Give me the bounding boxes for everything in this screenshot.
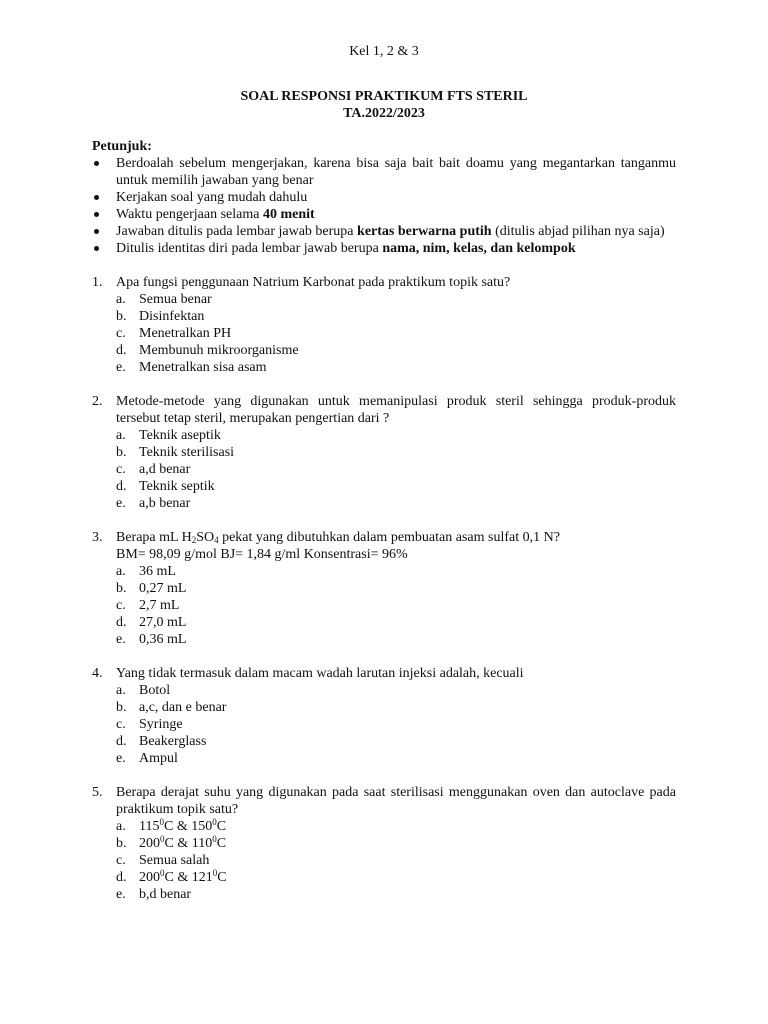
question-stem (92, 784, 676, 818)
option-text: 200 (139, 836, 160, 851)
option-text: b,d benar (139, 887, 192, 902)
option-b (116, 580, 676, 597)
option-d (116, 869, 676, 886)
option-d (116, 342, 676, 359)
option-d (116, 478, 676, 495)
option-text: 0,27 mL (139, 581, 187, 596)
degree-superscript: 0 (159, 817, 164, 827)
option-letter: d. (116, 870, 127, 885)
option-text: 36 mL (139, 564, 176, 579)
option-text: Beakerglass (139, 734, 207, 749)
option-e (116, 495, 676, 512)
instruction-text: Berdoalah sebelum mengerjakan, karena bisa saja bait bait doamu yang megantarkan tanganmu untuk memilih jawaban yang benar (116, 156, 676, 188)
option-letter: a. (116, 292, 126, 307)
instruction-item (92, 223, 676, 240)
option-text: C & 121 (164, 870, 213, 885)
option-letter: c. (116, 598, 126, 613)
question-1 (92, 274, 676, 376)
question-4 (92, 665, 676, 767)
option-b (116, 444, 676, 461)
instruction-text: Waktu pengerjaan selama (116, 207, 263, 222)
option-text: C (216, 836, 227, 851)
option-a (116, 563, 676, 580)
option-text: Ampul (139, 751, 178, 766)
option-letter: e. (116, 751, 126, 766)
question-text: SO (196, 530, 215, 545)
option-letter: e. (116, 496, 126, 511)
option-letter: c. (116, 326, 126, 341)
question-5 (92, 784, 676, 903)
question-number: 2. (92, 394, 103, 409)
document-body (92, 138, 676, 903)
instruction-text: Kerjakan soal yang mudah dahulu (116, 190, 308, 205)
option-letter: a. (116, 564, 126, 579)
instruction-item (92, 189, 676, 206)
option-text: 0,36 mL (139, 632, 187, 647)
option-b (116, 835, 676, 852)
question-text: Metode-metode yang digunakan untuk memanipulasi produk steril sehingga produk-produk tersebut tetap steril, merupakan pengertian dari ? (116, 394, 676, 426)
instruction-item (92, 155, 676, 189)
option-letter: b. (116, 836, 127, 851)
option-a (116, 291, 676, 308)
question-stem (92, 529, 676, 563)
question-stem (92, 665, 676, 682)
option-b (116, 699, 676, 716)
question-2 (92, 393, 676, 512)
option-letter: c. (116, 462, 126, 477)
option-text: 115 (139, 819, 160, 834)
option-text: Teknik aseptik (139, 428, 221, 443)
option-letter: a. (116, 819, 126, 834)
subscript: 2 (191, 535, 197, 545)
option-text: C (216, 819, 227, 834)
question-text: Apa fungsi penggunaan Natrium Karbonat pada praktikum topik satu? (116, 275, 511, 290)
option-text: C (217, 870, 227, 885)
option-a (116, 682, 676, 699)
question-text: Yang tidak termasuk dalam macam wadah larutan injeksi adalah, kecuali (116, 666, 524, 681)
option-a (116, 427, 676, 444)
degree-superscript: 0 (160, 834, 165, 844)
instructions-heading: Petunjuk: (92, 139, 152, 154)
question-number: 3. (92, 530, 103, 545)
instruction-text: Jawaban ditulis pada lembar jawab berupa (116, 224, 358, 239)
option-text: Disinfektan (139, 309, 205, 324)
option-d (116, 614, 676, 631)
degree-superscript: 0 (160, 868, 165, 878)
question-text: Berapa mL H (116, 530, 192, 545)
instructions-list (92, 155, 676, 257)
options-list (92, 563, 676, 648)
option-text: 27,0 mL (139, 615, 187, 630)
option-e (116, 750, 676, 767)
option-letter: d. (116, 479, 127, 494)
options-list (92, 682, 676, 767)
option-letter: d. (116, 615, 127, 630)
question-constants: BM= 98,09 g/mol BJ= 1,84 g/ml Konsentrasi= 96% (116, 547, 408, 562)
option-text: a,c, dan e benar (139, 700, 227, 715)
question-3 (92, 529, 676, 648)
degree-superscript: 0 (212, 817, 217, 827)
academic-year: TA.2022/2023 (343, 106, 425, 121)
subscript: 4 (214, 535, 219, 545)
option-c (116, 597, 676, 614)
option-letter: b. (116, 700, 127, 715)
option-text: C & 110 (164, 836, 213, 851)
option-text: Semua benar (139, 292, 212, 307)
option-text: Semua salah (139, 853, 210, 868)
option-d (116, 733, 676, 750)
option-letter: e. (116, 632, 126, 647)
question-number: 4. (92, 666, 103, 681)
instruction-text: Ditulis identitas diri pada lembar jawab berupa (116, 241, 383, 256)
option-c (116, 461, 676, 478)
option-text: Teknik sterilisasi (139, 445, 235, 460)
options-list (92, 818, 676, 903)
option-letter: d. (116, 734, 127, 749)
option-text: Botol (139, 683, 171, 698)
degree-superscript: 0 (212, 868, 218, 878)
option-e (116, 886, 676, 903)
instruction-emphasis: nama, nim, kelas, dan kelompok (382, 241, 576, 256)
option-letter: b. (116, 581, 127, 596)
option-text: Menetralkan PH (139, 326, 232, 341)
option-c (116, 716, 676, 733)
question-text: pekat yang dibutuhkan dalam pembuatan asam sulfat 0,1 N? (218, 530, 560, 545)
document-title: SOAL RESPONSI PRAKTIKUM FTS STERIL (240, 89, 528, 104)
option-e (116, 631, 676, 648)
option-text: 2,7 mL (139, 598, 180, 613)
option-letter: a. (116, 683, 126, 698)
instruction-emphasis: kertas berwarna putih (357, 224, 492, 239)
group-label: Kel 1, 2 & 3 (349, 44, 419, 59)
instruction-item (92, 240, 676, 257)
options-list (92, 427, 676, 512)
option-text: a,b benar (139, 496, 191, 511)
option-text: Menetralkan sisa asam (139, 360, 267, 375)
question-stem (92, 393, 676, 427)
degree-superscript: 0 (212, 834, 217, 844)
option-letter: e. (116, 887, 126, 902)
question-number: 1. (92, 275, 103, 290)
option-text: C & 150 (163, 819, 213, 834)
option-c (116, 325, 676, 342)
question-number: 5. (92, 785, 103, 800)
option-letter: b. (116, 309, 127, 324)
option-letter: b. (116, 445, 127, 460)
question-text: Berapa derajat suhu yang digunakan pada saat sterilisasi menggunakan oven dan autoclave pada praktikum topik satu? (116, 785, 676, 817)
option-text: Membunuh mikroorganisme (139, 343, 299, 358)
option-b (116, 308, 676, 325)
instruction-emphasis: 40 menit (262, 207, 315, 222)
instruction-text: (ditulis abjad pilihan nya saja) (491, 224, 665, 239)
option-letter: e. (116, 360, 126, 375)
option-text: 200 (139, 870, 160, 885)
option-letter: a. (116, 428, 126, 443)
option-text: Teknik septik (139, 479, 215, 494)
option-letter: d. (116, 343, 127, 358)
option-e (116, 359, 676, 376)
option-c (116, 852, 676, 869)
option-letter: c. (116, 717, 126, 732)
instruction-item (92, 206, 676, 223)
option-letter: c. (116, 853, 126, 868)
question-stem (92, 274, 676, 291)
option-a (116, 818, 676, 835)
option-text: a,d benar (139, 462, 191, 477)
options-list (92, 291, 676, 376)
option-text: Syringe (139, 717, 183, 732)
